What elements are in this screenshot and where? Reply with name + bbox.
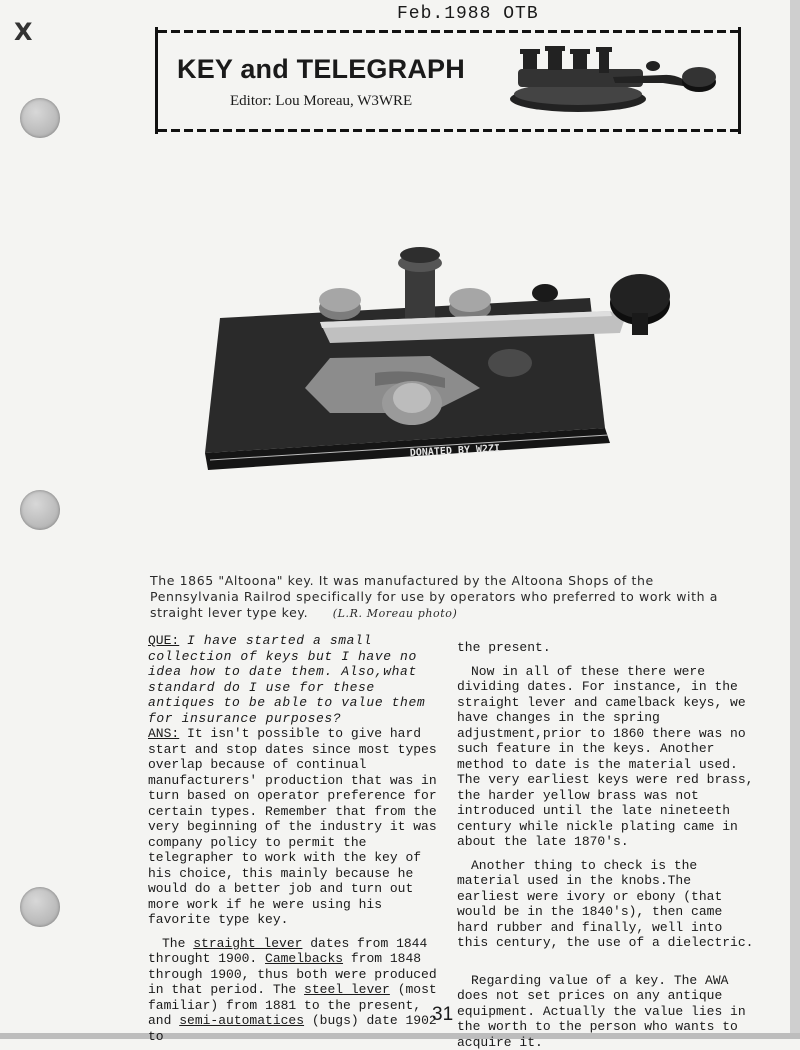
term-steel-lever: steel lever: [304, 982, 390, 997]
binder-hole-top: [20, 98, 60, 138]
term-straight-lever: straight lever: [193, 936, 302, 951]
photo-credit: (L.R. Moreau photo): [333, 607, 458, 620]
key-types-text: from 1848 through 1900, thus both were produced in that period. The: [148, 951, 437, 997]
continued-text: the present.: [457, 640, 755, 656]
key-types-paragraph: [148, 936, 444, 1045]
binder-hole-middle: [20, 490, 60, 530]
column-title: KEY and TELEGRAPH: [177, 54, 465, 85]
key-types-text: dates from 1844 throught 1900.: [148, 936, 427, 967]
term-camelbacks: Camelbacks: [265, 951, 343, 966]
question-label: QUE:: [148, 633, 179, 648]
photo-plaque-text: DONATED BY W2ZI: [410, 443, 501, 459]
header-dashed-rule-top: [158, 30, 738, 33]
caption-text: The 1865 "Altoona" key. It was manufactured by the Altoona Shops of the Pennsylvania Railrod specifically for use by operators who preferred to work with a straight lever type key.: [150, 573, 718, 620]
key-types-text: The: [162, 936, 185, 951]
article-left-column: [148, 633, 444, 1044]
telegraph-key-illustration: [503, 41, 723, 121]
answer-label: ANS:: [148, 726, 179, 741]
page-number: 31: [432, 1004, 453, 1026]
value-paragraph: Regarding value of a key. The AWA does not set prices on any antique equipment. Actually the value lies in the worth to the person who wants to acquire it.: [457, 973, 755, 1050]
column-header: [155, 27, 741, 134]
article-right-column: [457, 640, 755, 1050]
page-edge: [790, 0, 800, 1039]
knobs-paragraph: Another thing to check is the material used in the knobs.The earliest were ivory or ebony (that would be in the 1840's), then came hard rubber and finally, well into this century, the use of a dielectric.: [457, 858, 755, 951]
answer-paragraph: [148, 726, 444, 928]
issue-date: Feb.1988 OTB: [397, 4, 539, 24]
answer-text: It isn't possible to give hard start and stop dates since most types overlap because of continual manufacturers' production that was in turn based on operator preference for certain types. Remember that from the very beginning of the industry it was company policy to permit the telegrapher to work with the key of his choice, this mainly because he would do a better job and turn out more work if he were using his favorite type key.: [148, 726, 437, 927]
column-editor: Editor: Lou Moreau, W3WRE: [230, 93, 412, 110]
key-types-text: (bugs) date 1902 to: [148, 1013, 437, 1044]
corner-mark: X: [14, 18, 33, 46]
question-text: I have started a small collection of keys but I have no idea how to date them. Also,what standard do I use for these antiques to be able to value them for insurance purposes?: [148, 633, 425, 726]
binder-hole-bottom: [20, 887, 60, 927]
term-semi-automatics: semi-automatices: [179, 1013, 304, 1028]
photo-caption: [150, 573, 740, 622]
altoona-key-photo: [180, 238, 680, 503]
question-paragraph: [148, 633, 444, 726]
key-types-text: (most familiar) from 1881 to the present, and: [148, 982, 437, 1028]
header-dashed-rule-bottom: [158, 129, 738, 132]
dating-paragraph: Now in all of these there were dividing dates. For instance, in the straight lever and camelback keys, we have changes in the spring adjustment,prior to 1860 there was no such feature in the keys. Another method to date is the material used. The very earliest keys were red brass, the harder yellow brass was not introduced until the late nineteeth century while nickle plating came in about the late 1870's.: [457, 664, 755, 850]
